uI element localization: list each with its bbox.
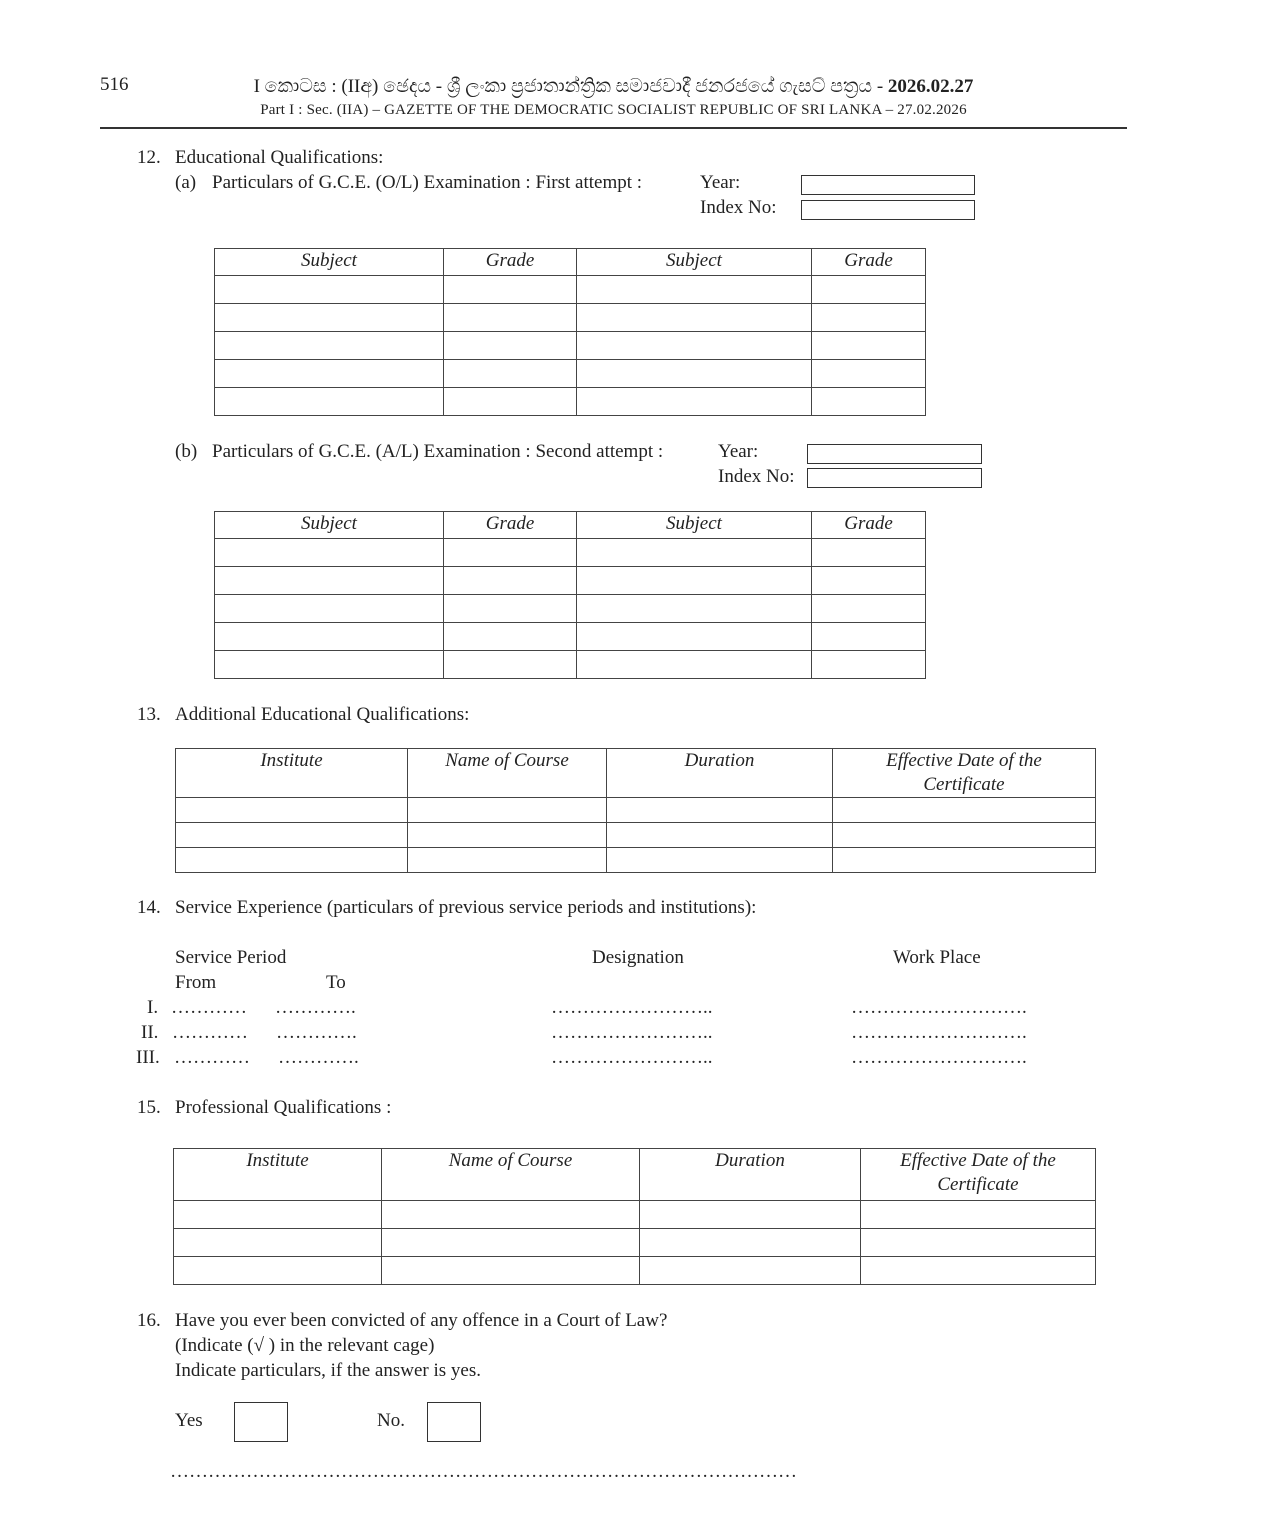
pq-header-institute: Institute [174,1149,382,1201]
section-12-number: 12. [137,147,161,168]
header-rule [100,127,1127,129]
ol-year-input[interactable] [801,175,975,195]
aq-header-course: Name of Course [408,749,607,798]
work-place-label: Work Place [893,947,981,968]
section-12a-text: Particulars of G.C.E. (O/L) Examination : First attempt : [212,172,643,193]
table-row [176,823,1096,848]
service-from-field[interactable]: ………… [172,1022,248,1043]
table-cell[interactable] [444,595,577,623]
aq-header-institute: Institute [176,749,408,798]
table-cell[interactable] [176,848,408,873]
service-row-number: I. [147,997,159,1018]
table-cell[interactable] [408,848,607,873]
al-header-subject-2: Subject [577,512,812,539]
table-cell[interactable] [176,798,408,823]
section-12b-text: Particulars of G.C.E. (A/L) Examination : Second attempt : [212,441,664,462]
table-cell[interactable] [215,623,444,651]
service-to-field[interactable]: …………. [276,1022,357,1043]
ol-header-subject-1: Subject [215,249,444,276]
pq-header-course: Name of Course [382,1149,640,1201]
table-cell[interactable] [408,798,607,823]
to-label: To [326,972,346,993]
section-14-number: 14. [137,897,161,918]
service-designation-field[interactable]: …………………….. [551,997,713,1018]
no-checkbox[interactable] [427,1402,481,1442]
ol-results-table [214,248,926,416]
table-cell[interactable] [215,539,444,567]
yes-checkbox[interactable] [234,1402,288,1442]
table-cell[interactable] [577,595,812,623]
al-header-grade-1: Grade [444,512,577,539]
table-cell[interactable] [444,276,577,304]
table-cell[interactable] [577,651,812,679]
table-cell[interactable] [812,276,926,304]
section-12-title: Educational Qualifications: [175,147,384,168]
page-number: 516 [100,74,129,95]
section-15-number: 15. [137,1097,161,1118]
table-cell[interactable] [577,623,812,651]
table-cell[interactable] [812,651,926,679]
yes-label: Yes [175,1410,203,1431]
service-to-field[interactable]: …………. [278,1047,359,1068]
table-cell[interactable] [444,623,577,651]
table-row [176,798,1096,823]
table-cell[interactable] [812,304,926,332]
section-12a-label: (a) [175,172,197,193]
table-row [176,848,1096,873]
section-16-number: 16. [137,1310,161,1331]
table-row [215,539,926,567]
table-cell[interactable] [215,651,444,679]
section-14-title: Service Experience (particulars of previous service periods and institutions): [175,897,757,918]
table-cell[interactable] [382,1201,640,1229]
table-cell[interactable] [444,332,577,360]
table-cell[interactable] [444,304,577,332]
table-cell[interactable] [812,360,926,388]
table-cell[interactable] [174,1201,382,1229]
table-row [174,1257,1096,1285]
table-row [174,1229,1096,1257]
ol-header-grade-1: Grade [444,249,577,276]
aq-header-duration: Duration [607,749,833,798]
table-cell[interactable] [577,360,812,388]
service-from-field[interactable]: ………… [171,997,247,1018]
sinhala-title-date: 2026.02.27 [887,76,974,97]
table-cell[interactable] [812,539,926,567]
table-cell[interactable] [861,1257,1096,1285]
additional-qualifications-table [175,748,1096,873]
al-year-input[interactable] [807,444,982,464]
table-row [215,567,926,595]
table-cell[interactable] [640,1201,861,1229]
section-16-note: Indicate particulars, if the answer is yes. [175,1360,481,1381]
table-cell[interactable] [577,388,812,416]
service-designation-field[interactable]: …………………….. [551,1047,713,1068]
table-cell[interactable] [812,595,926,623]
table-row [215,623,926,651]
table-cell[interactable] [382,1257,640,1285]
table-cell[interactable] [577,539,812,567]
table-cell[interactable] [577,304,812,332]
service-workplace-field[interactable]: ………………………. [851,1022,1027,1043]
sinhala-header [0,76,1227,98]
table-cell[interactable] [861,1201,1096,1229]
section-16-question: Have you ever been convicted of any offence in a Court of Law? [175,1310,668,1331]
table-cell[interactable] [812,567,926,595]
table-row [215,304,926,332]
from-label: From [175,972,217,993]
table-cell[interactable] [444,388,577,416]
table-cell[interactable] [444,567,577,595]
table-row [215,595,926,623]
table-cell[interactable] [444,539,577,567]
table-cell[interactable] [444,360,577,388]
table-cell[interactable] [640,1229,861,1257]
designation-label: Designation [592,947,684,968]
table-cell[interactable] [607,798,833,823]
professional-qualifications-table [173,1148,1096,1285]
table-cell[interactable] [215,276,444,304]
table-row [215,332,926,360]
table-row [215,388,926,416]
table-cell[interactable] [607,848,833,873]
aq-header-effective-date: Effective Date of the Certificate [833,749,1096,798]
table-cell[interactable] [444,651,577,679]
table-cell[interactable] [640,1257,861,1285]
ol-index-label: Index No: [700,197,777,218]
pq-header-effective-date: Effective Date of the Certificate [861,1149,1096,1201]
table-cell[interactable] [577,332,812,360]
table-cell[interactable] [215,567,444,595]
table-cell[interactable] [861,1229,1096,1257]
table-cell[interactable] [408,823,607,848]
table-cell[interactable] [174,1257,382,1285]
al-year-label: Year: [718,441,759,462]
table-cell[interactable] [833,848,1096,873]
table-cell[interactable] [812,332,926,360]
service-period-label: Service Period [175,947,287,968]
table-row [215,360,926,388]
ol-year-label: Year: [700,172,741,193]
table-row [174,1201,1096,1229]
table-cell[interactable] [215,332,444,360]
section-12b-label: (b) [175,441,198,462]
table-cell[interactable] [833,798,1096,823]
service-row-number: II. [141,1022,159,1043]
section-15-title: Professional Qualifications : [175,1097,392,1118]
table-cell[interactable] [176,823,408,848]
no-label: No. [377,1410,405,1431]
table-cell[interactable] [577,276,812,304]
al-results-table [214,511,926,679]
service-to-field[interactable]: …………. [275,997,356,1018]
table-row [215,651,926,679]
sinhala-title: I කොටස : (IIඅ) ඡෙදය - ශ්‍රී ලංකා ප්‍රජාතාන්ත්‍රික සමාජවාදී ජනරජයේ ගැසට් පත්‍රය - [253,76,888,97]
table-cell[interactable] [215,360,444,388]
service-workplace-field[interactable]: ………………………. [851,997,1027,1018]
table-cell[interactable] [174,1229,382,1257]
al-index-label: Index No: [718,466,795,487]
al-index-input[interactable] [807,468,982,488]
table-cell[interactable] [382,1229,640,1257]
table-cell[interactable] [812,388,926,416]
table-cell[interactable] [812,623,926,651]
pq-header-duration: Duration [640,1149,861,1201]
ol-header-subject-2: Subject [577,249,812,276]
english-header: Part I : Sec. (IIA) – GAZETTE OF THE DEMOCRATIC SOCIALIST REPUBLIC OF SRI LANKA – 27.02.2026 [260,102,967,118]
section-13-title: Additional Educational Qualifications: [175,704,470,725]
table-cell[interactable] [215,388,444,416]
service-from-field[interactable]: ………… [174,1047,250,1068]
section-16-instruction: (Indicate (√ ) in the relevant cage) [175,1335,435,1356]
service-designation-field[interactable]: …………………….. [551,1022,713,1043]
table-cell[interactable] [607,823,833,848]
table-row [215,276,926,304]
table-cell[interactable] [833,823,1096,848]
table-cell[interactable] [577,567,812,595]
service-workplace-field[interactable]: ………………………. [851,1047,1027,1068]
ol-header-grade-2: Grade [812,249,926,276]
particulars-line[interactable]: ……………………………………………………………………………………… [170,1461,797,1482]
section-13-number: 13. [137,704,161,725]
al-header-grade-2: Grade [812,512,926,539]
al-header-subject-1: Subject [215,512,444,539]
table-cell[interactable] [215,595,444,623]
service-row-number: III. [136,1047,160,1068]
ol-index-input[interactable] [801,200,975,220]
table-cell[interactable] [215,304,444,332]
